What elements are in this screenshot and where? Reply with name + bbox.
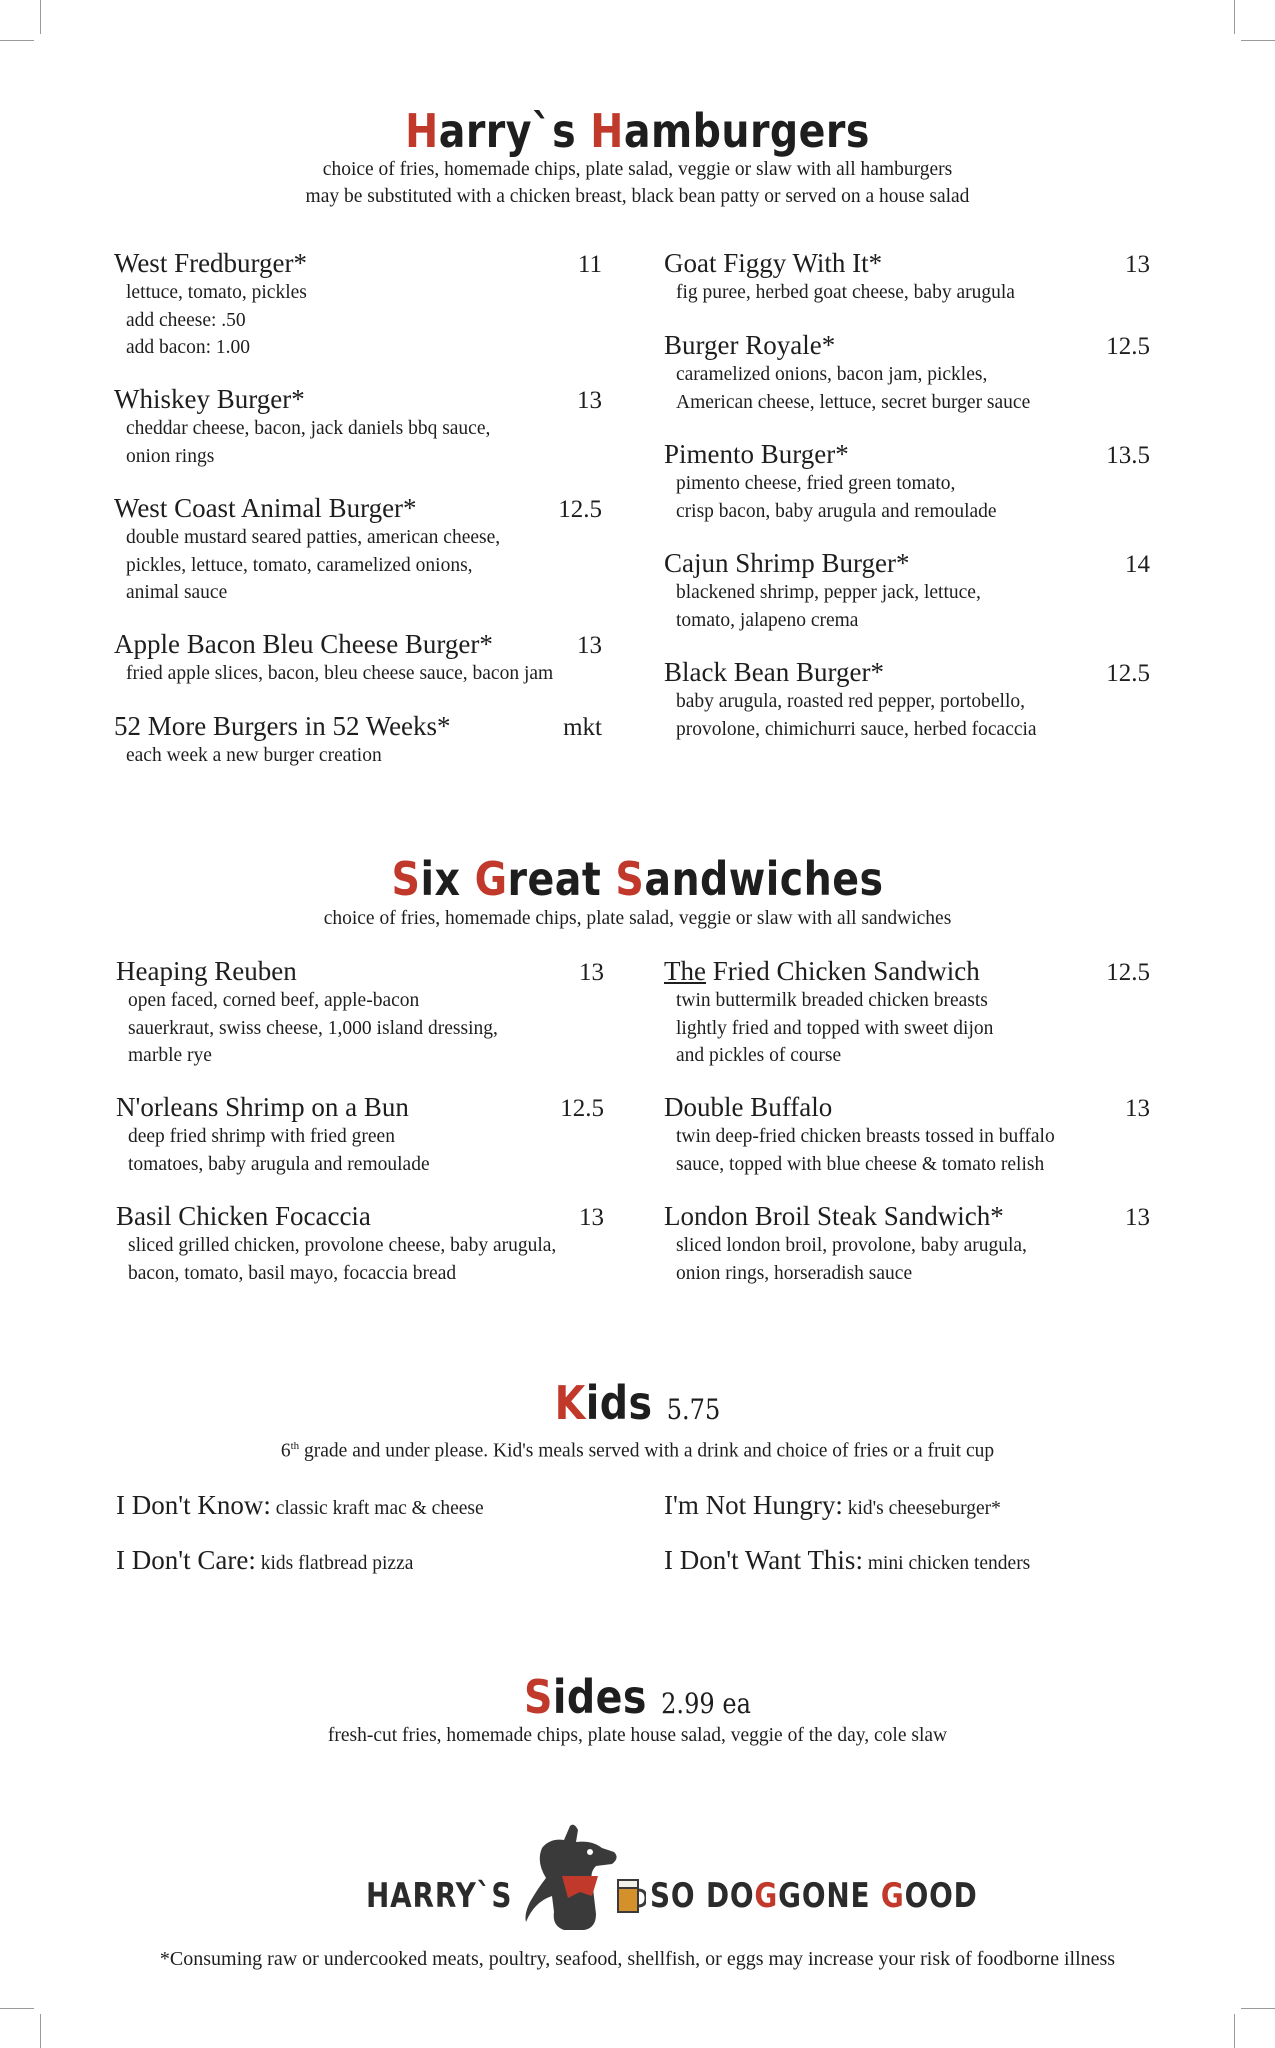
item-price: 11 bbox=[577, 251, 602, 278]
item-price: 12.5 bbox=[558, 496, 602, 523]
hamburgers-subtitle-line-1: choice of fries, homemade chips, plate salad, veggie or slaw with all hamburgers bbox=[322, 159, 953, 180]
item-name: Apple Bacon Bleu Cheese Burger* bbox=[114, 629, 493, 659]
item-description: double mustard seared patties, american cheese, pickles, lettuce, tomato, caramelized onions, animal sauce bbox=[126, 527, 501, 603]
item-name: Basil Chicken Focaccia bbox=[116, 1201, 371, 1231]
title-part: andwiches bbox=[644, 852, 884, 906]
crop-mark-bl bbox=[40, 2014, 41, 2048]
item-name: Burger Royale* bbox=[664, 330, 836, 360]
item-description: fried apple slices, bacon, bleu cheese sauce, bacon jam bbox=[126, 663, 554, 684]
menu-item bbox=[114, 711, 602, 770]
item-name: Goat Figgy With It* bbox=[664, 248, 883, 278]
item-name: West Coast Animal Burger* bbox=[114, 493, 417, 523]
crop-mark-bl-h bbox=[0, 2008, 34, 2009]
item-description: open faced, corned beef, apple-bacon sauerkraut, swiss cheese, 1,000 island dressing, marble rye bbox=[128, 990, 498, 1066]
crop-mark-br bbox=[1234, 2014, 1235, 2048]
logo-left-text: HARRY`S bbox=[366, 1876, 513, 1916]
item-description: twin deep-fried chicken breasts tossed in buffalo sauce, topped with blue cheese & tomato relish bbox=[676, 1126, 1055, 1175]
food-safety-disclaimer: *Consuming raw or undercooked meats, poultry, seafood, shellfish, or eggs may increase your risk of foodborne illness bbox=[159, 1948, 1116, 1970]
item-price: 13 bbox=[577, 632, 602, 659]
item-price: 13 bbox=[577, 387, 602, 414]
kids-item bbox=[116, 1545, 413, 1576]
item-name: London Broil Steak Sandwich* bbox=[664, 1201, 1004, 1231]
kids-item bbox=[664, 1490, 1001, 1521]
item-description: pimento cheese, fried green tomato, crisp bacon, baby arugula and remoulade bbox=[676, 473, 997, 522]
title-initial: S bbox=[523, 1670, 553, 1724]
kids-item bbox=[116, 1490, 484, 1521]
title-part: amburgers bbox=[623, 104, 870, 158]
menu-item bbox=[114, 384, 602, 470]
sides-title bbox=[89, 1670, 1186, 1724]
item-name: Whiskey Burger* bbox=[114, 384, 305, 414]
kids-item-label: I Don't Care: bbox=[116, 1545, 256, 1575]
title-part: arry`s bbox=[438, 104, 591, 158]
menu-item bbox=[664, 956, 1150, 1070]
menu-item bbox=[116, 1092, 604, 1178]
kids-price: 5.75 bbox=[666, 1393, 721, 1426]
kids-item-description: classic kraft mac & cheese bbox=[270, 1498, 484, 1519]
title-initial: H bbox=[405, 104, 439, 158]
sandwiches-subtitle bbox=[0, 905, 1275, 932]
crop-mark-tr bbox=[1234, 0, 1235, 34]
crop-mark-tr-h bbox=[1241, 40, 1275, 41]
menu-item bbox=[116, 1201, 604, 1287]
crop-mark-tl bbox=[40, 0, 41, 34]
item-name: Black Bean Burger* bbox=[664, 657, 884, 687]
crop-mark-br-h bbox=[1241, 2008, 1275, 2009]
item-name: N'orleans Shrimp on a Bun bbox=[116, 1092, 409, 1122]
item-price: 12.5 bbox=[1106, 959, 1150, 986]
kids-item-description: kids flatbread pizza bbox=[255, 1553, 414, 1574]
item-name-underlined: The bbox=[664, 956, 706, 986]
item-description: fig puree, herbed goat cheese, baby arugula bbox=[676, 282, 1015, 303]
title-initial: G bbox=[474, 852, 508, 906]
title-part: ides bbox=[552, 1670, 647, 1724]
menu-item bbox=[114, 629, 602, 688]
logo-right-part: SO DO bbox=[650, 1876, 755, 1916]
logo-right-text bbox=[650, 1876, 978, 1916]
menu-item bbox=[664, 548, 1150, 634]
logo-right-initial: G bbox=[880, 1876, 905, 1916]
item-price: 13 bbox=[579, 959, 604, 986]
kids-item-label: I Don't Want This: bbox=[664, 1545, 863, 1575]
hamburgers-subtitle-line-2: may be substituted with a chicken breast, black bean patty or served on a house salad bbox=[305, 186, 970, 207]
sides-subtitle-line-1: fresh-cut fries, homemade chips, plate house salad, veggie of the day, cole slaw bbox=[327, 1725, 948, 1746]
kids-item-label: I'm Not Hungry: bbox=[664, 1490, 843, 1520]
footer-logo bbox=[0, 1818, 1275, 1938]
item-description: caramelized onions, bacon jam, pickles, American cheese, lettuce, secret burger sauce bbox=[676, 364, 1031, 413]
kids-subtitle bbox=[0, 1433, 1275, 1465]
item-name: Pimento Burger* bbox=[664, 439, 849, 469]
sandwiches-title bbox=[89, 852, 1186, 906]
menu-item bbox=[116, 956, 604, 1070]
item-name: West Fredburger* bbox=[114, 248, 308, 278]
item-description: deep fried shrimp with fried green tomatoes, baby arugula and remoulade bbox=[128, 1126, 430, 1175]
title-initial: S bbox=[391, 852, 421, 906]
kids-item-description: kid's cheeseburger* bbox=[842, 1498, 1001, 1519]
item-name: Cajun Shrimp Burger* bbox=[664, 548, 910, 578]
title-part: reat bbox=[507, 852, 616, 906]
item-name: Fried Chicken Sandwich bbox=[705, 956, 980, 986]
sides-price: 2.99 ea bbox=[661, 1687, 751, 1720]
item-price: 13.5 bbox=[1106, 442, 1150, 469]
kids-title bbox=[89, 1376, 1186, 1430]
logo-right-part: GONE bbox=[778, 1876, 881, 1916]
menu-item bbox=[664, 657, 1150, 743]
item-description: sliced grilled chicken, provolone cheese, baby arugula, bacon, tomato, basil mayo, focaccia bread bbox=[128, 1235, 557, 1284]
item-description: twin buttermilk breaded chicken breasts lightly fried and topped with sweet dijon and pickles of course bbox=[676, 990, 994, 1066]
item-price: 13 bbox=[1125, 251, 1150, 278]
item-price: 14 bbox=[1125, 551, 1150, 578]
item-price: 13 bbox=[1125, 1204, 1150, 1231]
item-description: baby arugula, roasted red pepper, portobello, provolone, chimichurri sauce, herbed focaccia bbox=[676, 691, 1037, 740]
kids-item-description: mini chicken tenders bbox=[862, 1553, 1031, 1574]
menu-item bbox=[114, 493, 602, 607]
item-name: 52 More Burgers in 52 Weeks* bbox=[114, 711, 451, 741]
hamburgers-subtitle bbox=[0, 156, 1275, 210]
menu-item bbox=[114, 248, 602, 362]
menu-item bbox=[664, 1201, 1150, 1287]
item-description: cheddar cheese, bacon, jack daniels bbq sauce, onion rings bbox=[126, 418, 491, 467]
menu-item bbox=[664, 439, 1150, 525]
kids-subtitle-text: grade and under please. Kid's meals served with a drink and choice of fries or a fruit cup bbox=[299, 1440, 995, 1462]
kids-subtitle-sup: th bbox=[290, 1440, 300, 1452]
menu-item bbox=[664, 1092, 1150, 1178]
item-price: 13 bbox=[1125, 1095, 1150, 1122]
item-name: Heaping Reuben bbox=[116, 956, 297, 986]
menu-item bbox=[664, 330, 1150, 416]
menu-item bbox=[664, 248, 1150, 307]
title-initial: K bbox=[554, 1376, 586, 1430]
sides-subtitle bbox=[0, 1722, 1275, 1749]
title-initial: H bbox=[590, 104, 624, 158]
title-initial: S bbox=[615, 852, 645, 906]
kids-subtitle-grade: 6 bbox=[280, 1440, 291, 1462]
sandwiches-subtitle-line-1: choice of fries, homemade chips, plate salad, veggie or slaw with all sandwiches bbox=[323, 908, 952, 929]
logo-right-initial: G bbox=[754, 1876, 779, 1916]
crop-mark-tl-h bbox=[0, 40, 34, 41]
kids-item-label: I Don't Know: bbox=[116, 1490, 271, 1520]
kids-item bbox=[664, 1545, 1030, 1576]
title-part: ids bbox=[585, 1376, 653, 1430]
item-price: 12.5 bbox=[1106, 333, 1150, 360]
item-price: 13 bbox=[579, 1204, 604, 1231]
item-price: 12.5 bbox=[1106, 660, 1150, 687]
hamburgers-title bbox=[89, 104, 1186, 158]
item-price: 12.5 bbox=[560, 1095, 604, 1122]
item-description: each week a new burger creation bbox=[126, 745, 382, 766]
item-description: sliced london broil, provolone, baby arugula, onion rings, horseradish sauce bbox=[676, 1235, 1027, 1284]
item-price: mkt bbox=[563, 714, 602, 741]
item-description: blackened shrimp, pepper jack, lettuce, tomato, jalapeno crema bbox=[676, 582, 981, 631]
title-part: ix bbox=[420, 852, 475, 906]
logo-right-part: OOD bbox=[904, 1876, 978, 1916]
item-description: lettuce, tomato, pickles add cheese: .50 add bacon: 1.00 bbox=[126, 282, 307, 358]
beer-mug-icon bbox=[616, 1876, 646, 1916]
item-name: Double Buffalo bbox=[664, 1092, 833, 1122]
